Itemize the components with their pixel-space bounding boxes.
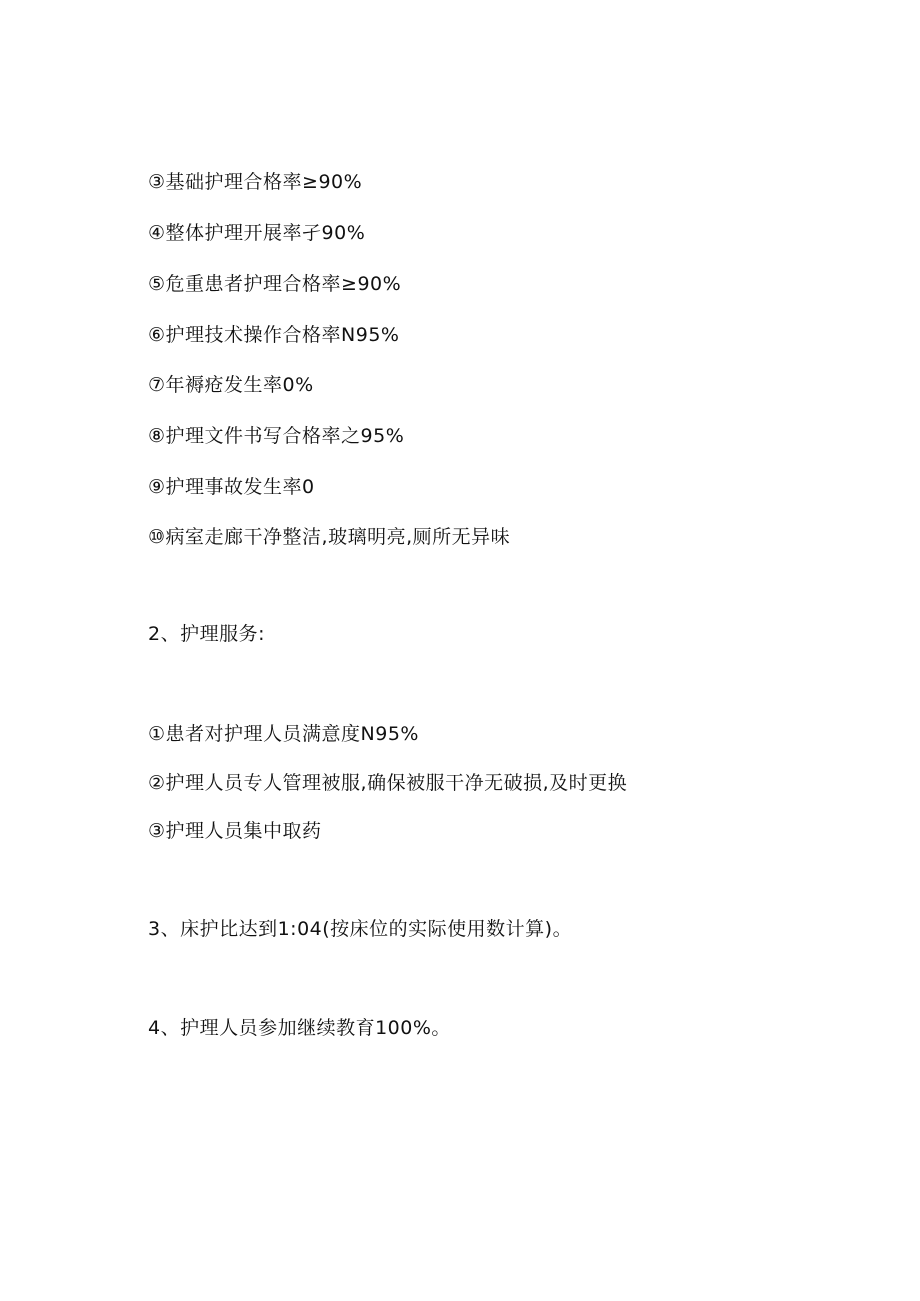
paragraph: 4、护理人员参加继续教育100%。 xyxy=(148,1017,451,1039)
section-heading: 2、护理服务: xyxy=(148,623,265,645)
list-item: ⑨护理事故发生率0 xyxy=(148,476,315,498)
list-item: ②护理人员专人管理被服,确保被服干净无破损,及时更换 xyxy=(148,772,628,794)
paragraph: 3、床护比达到1:04(按床位的实际使用数计算)。 xyxy=(148,918,573,940)
list-item: ⑦年褥疮发生率0% xyxy=(148,374,314,396)
list-item: ⑧护理文件书写合格率之95% xyxy=(148,425,405,447)
list-item: ①患者对护理人员满意度N95% xyxy=(148,723,419,745)
list-item: ⑩病室走廊干净整洁,玻璃明亮,厕所无异味 xyxy=(148,526,511,548)
list-item: ④整体护理开展率孑90% xyxy=(148,222,366,244)
list-item: ⑤危重患者护理合格率≥90% xyxy=(148,273,402,295)
list-item: ③护理人员集中取药 xyxy=(148,820,322,842)
list-item: ③基础护理合格率≥90% xyxy=(148,171,363,193)
list-item: ⑥护理技术操作合格率N95% xyxy=(148,324,400,346)
